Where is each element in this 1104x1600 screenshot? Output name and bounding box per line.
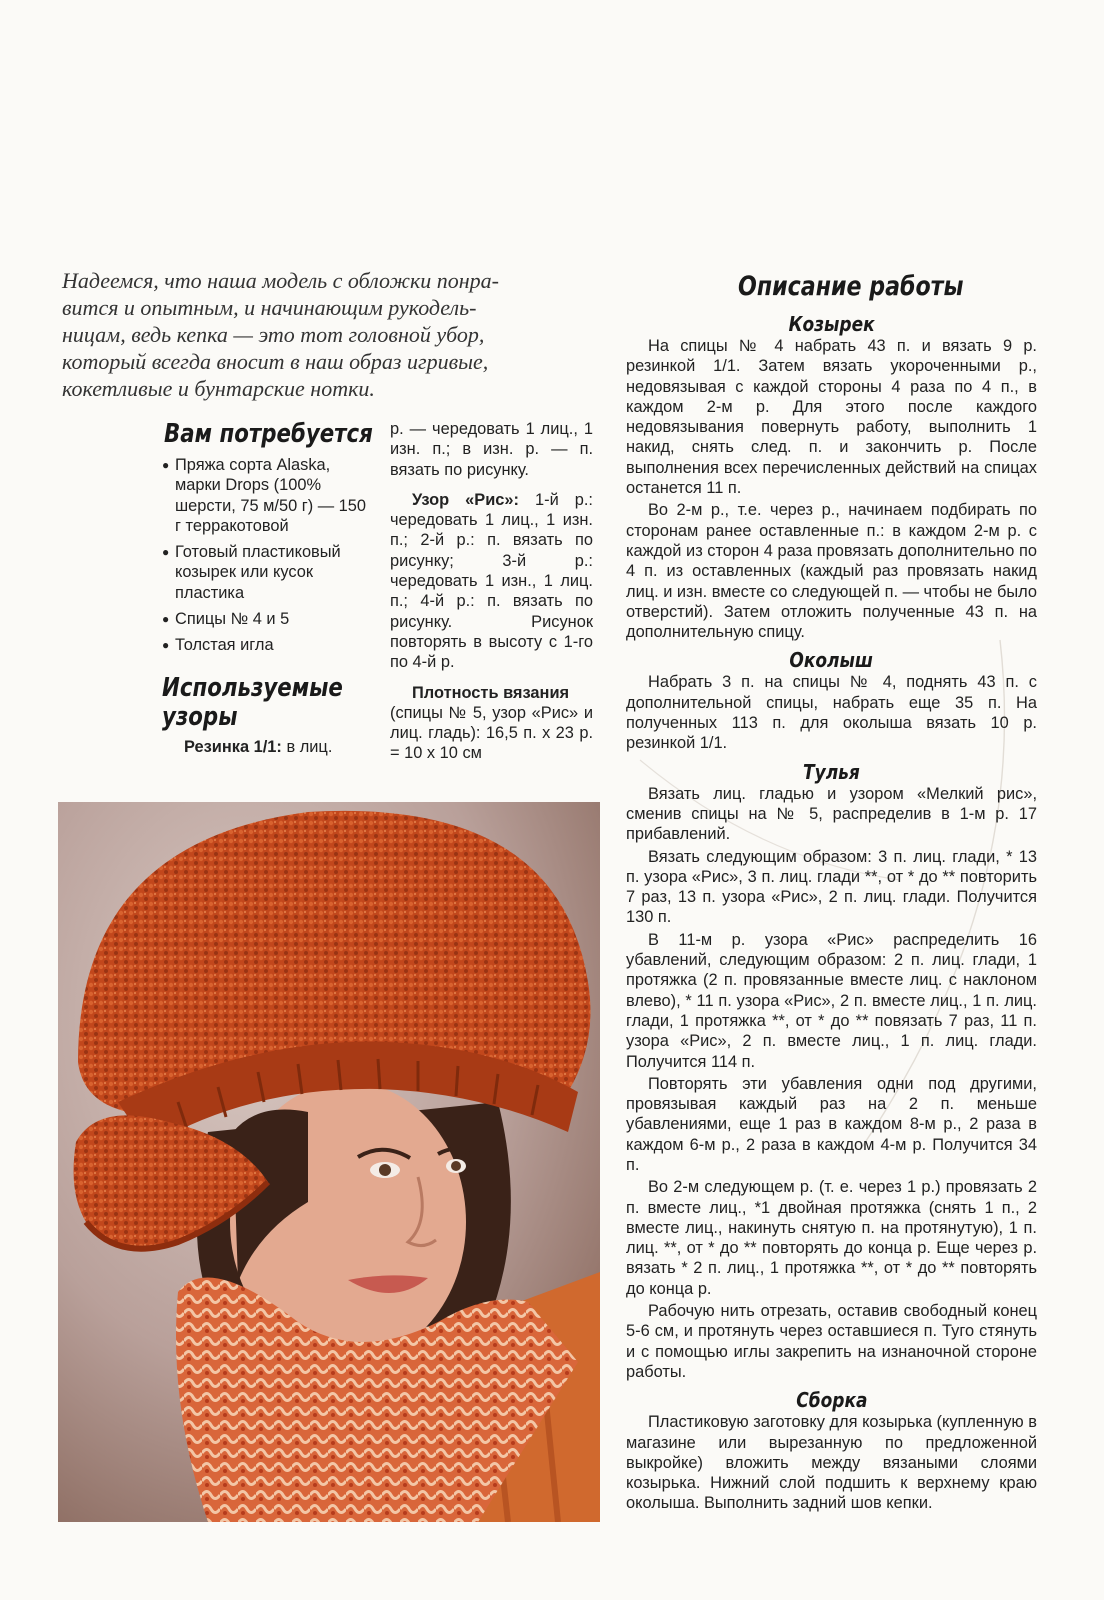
material-item: ● Спицы № 4 и 5 [162,609,370,629]
knitted-hat-portrait-icon [58,802,600,1522]
section-title-visor: Козырек [788,312,875,336]
rib-pattern-title: Резинка 1/1: [184,738,282,756]
materials-heading: Вам потребуется [164,419,373,449]
visor-paragraph: Во 2-м р., т.е. через р., начинаем подбирать по сторонам ранее оставленные п.: в каждом 2-м р. с каждой из сторон 4 раза провязать дополнительно по 4 п. из оставленных (каждый раз провязать накид лиц. и изн. вместе со следующей п. — чтобы не было отверстий). Затем отложить полученные 43 п. на дополнительную спицу. [626,501,1037,642]
description-heading: Описание работы [738,271,964,302]
patterns-heading [162,674,343,732]
section-title-band: Околыш [789,648,874,673]
rice-pattern [390,490,593,673]
description-column [626,312,1037,1514]
intro-line: Надеемся, что наша модель с обложки понра- [62,268,499,293]
materials-list [162,455,370,662]
material-item: ● Толстая игла [162,635,370,655]
material-item: ● Готовый пластиковый козырек или кусок пластика [162,542,370,603]
rice-pattern-text: 1-й р.: чередовать 1 лиц., 1 изн. п.; 2-й р.: п. вязать по рисунку; 3-й р.: чередовать 1 изн., 1 лиц. п.; 4-й р.: п. вязать по рисунку. Рисунок повторять в высоту с 1-го по 4-й р. [390,490,593,672]
patterns-heading-line: узоры [162,702,238,732]
section-title-assembly: Сборка [795,1388,868,1413]
intro-paragraph [62,267,598,402]
rib-pattern-text: в лиц. [286,738,333,756]
visor-paragraph: На спицы № 4 набрать 43 п. и вязать 9 р. резинкой 1/1. Затем вязать укороченными р., недовязывая с каждой стороны 4 раза по 4 п., в каждом 2-м р. Для этого после каждого недовязывания повернуть работу, выполнить 1 накид, снять след. п. и закончить р. После выполнения всех перечисленных действий на спицах останется 11 п. [626,337,1037,498]
material-item: ● Пряжа сорта Alaska, марки Drops (100% шерсти, 75 м/50 г) — 150 г терракотовой [162,455,370,536]
intro-line: ницам, ведь кепка — это тот головной убор, [62,322,485,347]
crown-paragraph: Повторять эти убавления одни под другими, провязывая каждый раз на 2 п. меньше убавлениями, еще 1 раз в каждом 8-м р., 2 раза в каждом 6-м р., 2 раза в каждом 4-м р. Получится 34 п. [626,1074,1037,1174]
density-text: (спицы № 5, узор «Рис» и лиц. гладь): 16,5 п. х 23 р. = 10 х 10 см [390,703,593,763]
crown-paragraph: Во 2-м следующем р. (т. е. через 1 р.) провязать 2 п. вместе лиц., *1 двойная протяжка (снять 1 п., 2 вместе лиц., накинуть снятую п. на протянутую), 1 п. лиц. **, от * до ** повторять до конца р. Еще через р. вязать * 2 п. лиц., 1 протяжка **, от * до ** повторять до конца р. [626,1178,1037,1298]
patterns-column [390,419,593,764]
section-title-crown: Тулья [803,759,860,784]
knitted-hat-photo [58,802,600,1522]
patterns-heading-line: Используемые [162,673,343,703]
rice-pattern-title: Узор «Рис»: [412,490,519,509]
intro-line: вится и опытным, и начинающим рукодель- [62,295,477,320]
density-title: Плотность вязания [412,683,570,702]
rib-pattern-continuation: р. — чередовать 1 лиц., 1 изн. п.; в изн. р. — п. вязать по рисунку. [390,420,593,479]
band-paragraph: Набрать 3 п. на спицы № 4, поднять 43 п. с дополнительной спицы, набрать еще 35 п. На полученных 113 п. для околыша вязать 10 р. резинкой 1/1. [626,673,1037,753]
assembly-paragraph: Пластиковую заготовку для козырька (купленную в магазине или вырезанную по предложенной выкройке) вложить между вязаными слоями козырька. Нижний слой подшить к верхнему краю околыша. Выполнить задний шов кепки. [626,1413,1037,1513]
crown-paragraph: Рабочую нить отрезать, оставив свободный конец 5-6 см, и протянуть через оставшиеся п. Туго стянуть и с помощью иглы закрепить на изнаночной стороне работы. [626,1302,1037,1381]
crown-paragraph: Вязать лиц. гладью и узором «Мелкий рис», сменив спицы на № 5, распределив в 1-м р. 17 прибавлений. [626,784,1037,844]
crown-paragraph: Вязать следующим образом: 3 п. лиц. глади, * 13 п. узора «Рис», 3 п. лиц. глади **, от * до ** повторить 7 раз, 13 п. узора «Рис», 2 п. лиц. глади. Получится 130 п. [626,847,1037,927]
crown-paragraph: В 11-м р. узора «Рис» распределить 16 убавлений, следующим образом: 2 п. лиц. глади, 1 протяжка (2 п. провязанные вместе лиц. с наклоном влево), * 11 п. узора «Рис», 2 п. вместе лиц., 1 п. лиц. глади, 1 протяжка **, от * до ** повязать 7 раз, 11 п. узора «Рис», 2 п. вместе лиц., 1 п. лиц. глади. Получится 114 п. [626,930,1037,1071]
intro-line: кокетливые и бунтарские нотки. [62,376,375,401]
rib-pattern-start [184,737,374,757]
intro-line: который всегда вносит в наш образ игривые, [62,349,489,374]
